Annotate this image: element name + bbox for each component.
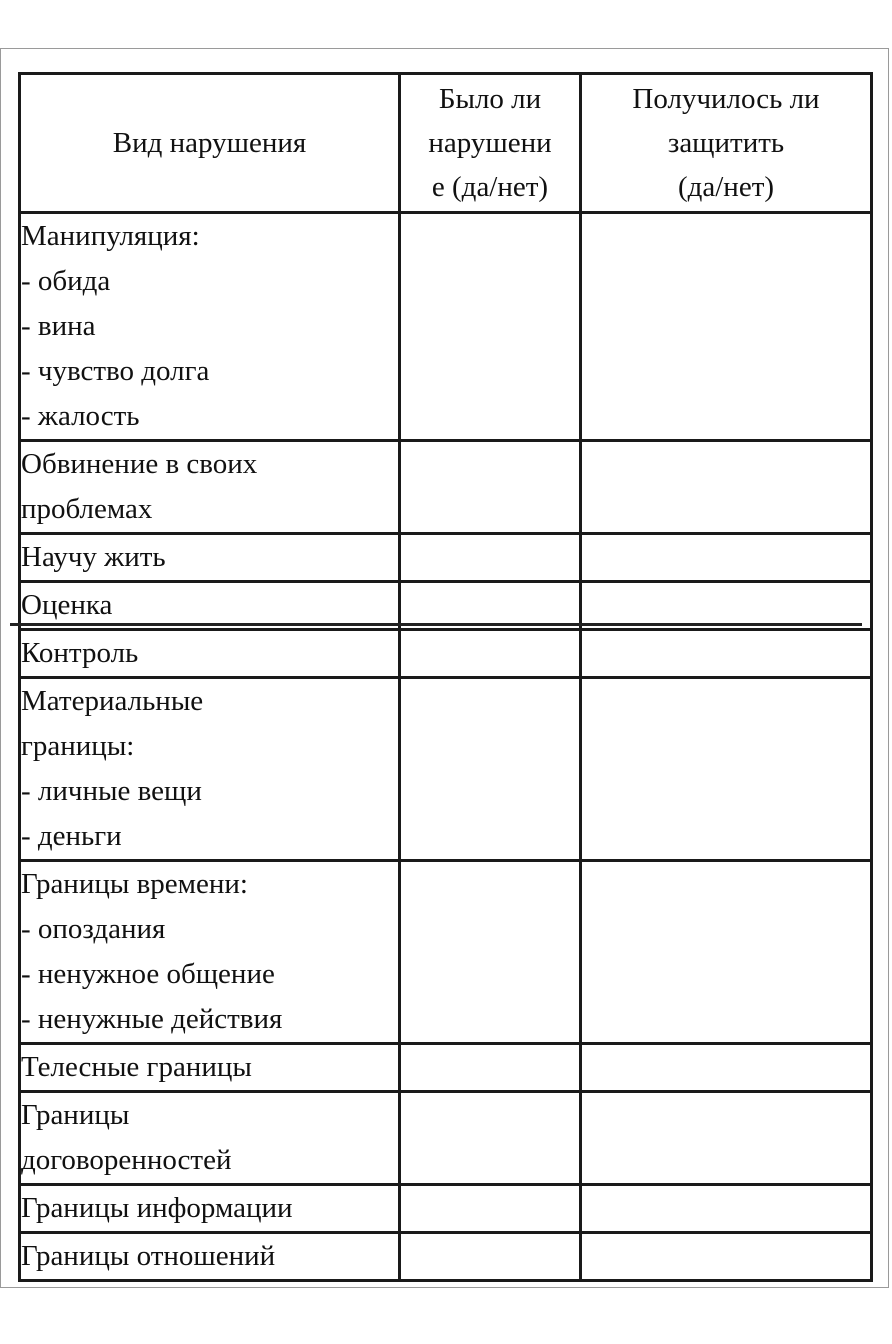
violation-type-line: Границы xyxy=(21,1099,130,1131)
horizontal-rule xyxy=(10,623,862,626)
table-row xyxy=(20,630,872,678)
defended-cell[interactable] xyxy=(581,534,872,582)
violation-type-line: - деньги xyxy=(21,820,122,852)
defended-cell[interactable] xyxy=(581,441,872,534)
table-row xyxy=(20,441,872,534)
table-row xyxy=(20,1092,872,1185)
violation-type-line: Манипуляция: xyxy=(21,220,200,252)
violation-type-line: Материальные xyxy=(21,685,204,717)
table-row xyxy=(20,678,872,861)
violation-type-line: - личные вещи xyxy=(21,775,202,807)
violation-type-cell xyxy=(20,1233,400,1281)
violation-type-cell xyxy=(20,441,400,534)
violation-type-line: Обвинение в своих xyxy=(21,448,258,480)
violation-type-line: - чувство долга xyxy=(21,355,210,387)
header-violation-type: Вид нарушения xyxy=(20,74,400,213)
was-violation-cell[interactable] xyxy=(400,1233,581,1281)
defended-cell[interactable] xyxy=(581,1044,872,1092)
defended-cell[interactable] xyxy=(581,1092,872,1185)
defended-cell[interactable] xyxy=(581,861,872,1044)
table-body xyxy=(20,213,872,1281)
violation-type-line: Научу жить xyxy=(21,541,166,573)
table-row xyxy=(20,1185,872,1233)
violation-type-line: Контроль xyxy=(21,637,139,669)
table-row xyxy=(20,534,872,582)
header-was-violation: Было ли нарушени е (да/нет) xyxy=(400,74,581,213)
violation-type-line: - ненужные действия xyxy=(21,1003,283,1035)
was-violation-cell[interactable] xyxy=(400,534,581,582)
was-violation-cell[interactable] xyxy=(400,1185,581,1233)
was-violation-cell[interactable] xyxy=(400,678,581,861)
defended-cell[interactable] xyxy=(581,1185,872,1233)
table-row xyxy=(20,1044,872,1092)
violation-type-cell xyxy=(20,1185,400,1233)
defended-cell[interactable] xyxy=(581,213,872,441)
defended-cell[interactable] xyxy=(581,630,872,678)
violation-type-line: - вина xyxy=(21,310,96,342)
violation-type-cell xyxy=(20,1092,400,1185)
was-violation-cell[interactable] xyxy=(400,441,581,534)
header-defended: Получилось ли защитить (да/нет) xyxy=(581,74,872,213)
violation-type-line: Границы отношений xyxy=(21,1240,276,1272)
defended-cell[interactable] xyxy=(581,1233,872,1281)
violation-type-cell xyxy=(20,1044,400,1092)
was-violation-cell[interactable] xyxy=(400,1044,581,1092)
violation-type-line: границы: xyxy=(21,730,135,762)
violation-type-line: - жалость xyxy=(21,400,140,432)
violation-type-cell xyxy=(20,534,400,582)
violation-type-cell xyxy=(20,213,400,441)
was-violation-cell[interactable] xyxy=(400,213,581,441)
table-row xyxy=(20,1233,872,1281)
violation-type-line: - ненужное общение xyxy=(21,958,275,990)
defended-cell[interactable] xyxy=(581,678,872,861)
violation-type-line: Границы информации xyxy=(21,1192,293,1224)
boundary-violations-table xyxy=(18,72,873,1282)
was-violation-cell[interactable] xyxy=(400,630,581,678)
violation-type-cell xyxy=(20,861,400,1044)
violation-type-line: Телесные границы xyxy=(21,1051,252,1083)
violation-type-line: - обида xyxy=(21,265,111,297)
was-violation-cell[interactable] xyxy=(400,1092,581,1185)
violation-type-line: Оценка xyxy=(21,589,113,621)
violation-type-line: - опоздания xyxy=(21,913,166,945)
violation-type-line: проблемах xyxy=(21,493,153,525)
was-violation-cell[interactable] xyxy=(400,861,581,1044)
violation-type-cell xyxy=(20,630,400,678)
table-row xyxy=(20,213,872,441)
table-row xyxy=(20,861,872,1044)
table-header-row xyxy=(20,74,872,213)
violation-type-line: договоренностей xyxy=(21,1144,232,1176)
violation-type-cell xyxy=(20,678,400,861)
violation-type-line: Границы времени: xyxy=(21,868,248,900)
